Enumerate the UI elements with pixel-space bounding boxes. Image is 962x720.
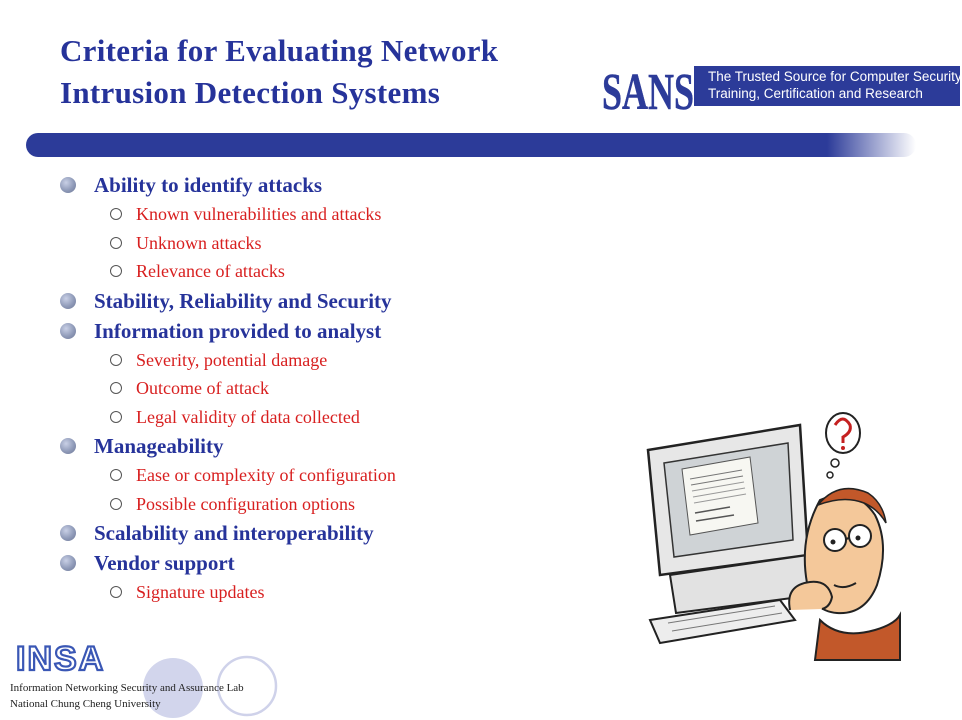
- sub-bullet-item: [60, 403, 620, 432]
- confused-user-at-computer-illustration: [630, 405, 900, 660]
- sub-bullet-text: Legal validity of data collected: [136, 406, 360, 427]
- sans-logo: [600, 64, 962, 121]
- bullet-text: Scalability and interoperability: [94, 521, 374, 545]
- sub-bullet-ring-icon: [110, 265, 122, 277]
- sans-letters: SANS: [602, 64, 694, 121]
- bullet-text: Stability, Reliability and Security: [94, 288, 392, 313]
- sub-bullet-item: [60, 257, 620, 286]
- sub-bullet-text: Ease or complexity of configuration: [136, 465, 396, 485]
- bullet-item: [60, 170, 620, 200]
- bullet-dot-icon: [60, 525, 76, 541]
- sub-bullet-ring-icon: [110, 586, 122, 598]
- insa-logo: [12, 638, 132, 680]
- sub-bullet-text: Relevance of attacks: [136, 261, 285, 281]
- sub-bullet-ring-icon: [110, 469, 122, 481]
- question-mark-icon: [826, 413, 860, 478]
- sans-tagline-line-2: Training, Certification and Research: [708, 86, 923, 101]
- bullet-item: [60, 316, 620, 346]
- sub-bullet-item: [60, 490, 620, 519]
- sans-tagline-line-1: The Trusted Source for Computer Security: [708, 69, 962, 84]
- bullet-text: Manageability: [94, 434, 224, 458]
- bullet-dot-icon: [60, 438, 76, 454]
- slide-title-line-2: Intrusion Detection Systems: [60, 75, 441, 110]
- footer-line-1: Information Networking Security and Assurance Lab: [10, 682, 244, 694]
- sub-bullet-text: Outcome of attack: [136, 378, 269, 398]
- sub-bullet-item: [60, 374, 620, 403]
- footer-line-2: National Chung Cheng University: [10, 698, 161, 710]
- sans-tagline-banner: [694, 66, 960, 106]
- bullet-item: [60, 518, 620, 548]
- sub-bullet-item: [60, 346, 620, 375]
- sub-bullet-ring-icon: [110, 382, 122, 394]
- bullet-dot-icon: [60, 555, 76, 571]
- bullet-item: [60, 548, 620, 578]
- bullet-item: [60, 431, 620, 461]
- bullet-text: Ability to identify attacks: [94, 173, 323, 197]
- sub-bullet-ring-icon: [110, 498, 122, 510]
- bullet-list: [60, 170, 620, 607]
- monitor-icon: [648, 425, 808, 575]
- title-underline-bar: [26, 133, 916, 157]
- bullet-dot-icon: [60, 293, 76, 309]
- bullet-dot-icon: [60, 177, 76, 193]
- bullet-dot-icon: [60, 323, 76, 339]
- sub-bullet-text: Severity, potential damage: [136, 349, 328, 370]
- sub-bullet-ring-icon: [110, 411, 122, 423]
- sub-bullet-item: [60, 200, 620, 229]
- insa-logo-text: INSA: [16, 640, 106, 678]
- sub-bullet-text: Signature updates: [136, 582, 265, 602]
- sub-bullet-text: Possible configuration options: [136, 493, 355, 514]
- slide-title: [60, 30, 600, 114]
- sans-letters-logo: [600, 64, 696, 121]
- sub-bullet-item: [60, 229, 620, 258]
- slide-title-line-1: Criteria for Evaluating Network: [60, 33, 499, 68]
- sub-bullet-ring-icon: [110, 354, 122, 366]
- bullet-text: Information provided to analyst: [94, 318, 382, 343]
- sub-bullet-item: [60, 461, 620, 490]
- footer: [10, 680, 244, 712]
- sub-bullet-text: Unknown attacks: [136, 232, 262, 253]
- bullet-item: [60, 286, 620, 316]
- bullet-text: Vendor support: [94, 551, 235, 575]
- sub-bullet-ring-icon: [110, 237, 122, 249]
- sub-bullet-ring-icon: [110, 208, 122, 220]
- sub-bullet-item: [60, 578, 620, 607]
- sub-bullet-text: Known vulnerabilities and attacks: [136, 204, 382, 224]
